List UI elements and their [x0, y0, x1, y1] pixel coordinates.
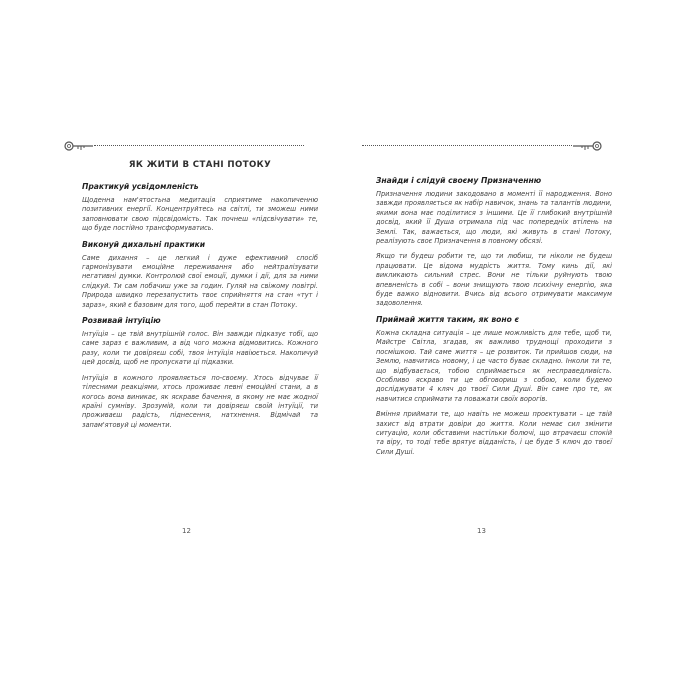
paragraph: Інтуїція – це твій внутрішній голос. Він завжди підказує тобі, що саме зараз є важливим, а від чого можна відмовитись. Кожного разу, коли ти довіряєш собі, твоя інтуїція навіюється. Накопичуй цей досвід, щоб не пропускати ці підказки. [82, 330, 318, 367]
paragraph: Призначення людини закодовано в моменті її народження. Воно завжди проявляється як набір навичок, знань та талантів людини, якими вона має поділитися з іншими. Це її глибокий внутрішній досвід, який її Душа отримала під час попередніх втілень на Землі. Так, важається, що люди, які живуть в стані Потоку, реалізують своє Призначення в повному обсязі. [376, 190, 612, 246]
left-page [82, 136, 318, 436]
page-number: 13 [477, 527, 486, 535]
section-heading: Практикуй усвідомленість [82, 182, 199, 191]
chapter-title: ЯК ЖИТИ В СТАНІ ПОТОКУ [128, 160, 272, 170]
paragraph: Кожна складна ситуація – це лише можливість для тебе, щоб ти, Майстре Світла, згадав, як важливо труднощі проходити з посмішкою. Тай саме життя – це розвиток. Ти прийшов сюди, на Землю, навчитись новому, і це часто буває складно. Інколи ти те, що відбувається, тобою сприймається як несправедливість. Особливо яскраво ти це обговориш з собою, коли будемо досліджувати 4 кляч до твоєї Сили Душі. Він саме про те, як навчитися сприймати та поважати своїх ворогів. [376, 328, 612, 403]
paragraph: Саме дихання – це легкий і дуже ефективний спосіб гармонізувати емоційне переживання або нейтралізувати негативні думки. Контролюй свої емоції, думки і дії, для за ними слідкуй. Ти сам побачиш уже за годин. Гуляй на свіжому повітрі. Природа швидко перезапустить твоє сприйняття на стан «тут і зараз», який є базовим для того, щоб перейти в стан Потоку. [82, 253, 318, 309]
paragraph: Інтуїція в кожного проявляється по-своєму. Хтось відчуває її тілесними реакціями, хтось проживає певні емоційні стани, а в когось вона виникає, як яскраве бачення, в якому не має жодної країні сумніву. Зрозумій, коли ти довіряєш своїй інтуїції, ти проживаєш радість, піднесення, натхнення. Відмічай та запам'ятовуй ці моменти. [82, 373, 318, 429]
section-heading: Виконуй дихальні практики [82, 239, 206, 249]
right-page [376, 136, 612, 463]
section-heading: Приймай життя таким, як воно є [376, 314, 519, 324]
paragraph: Щоденна нам'ятостьнa медитація сприятиме накопиченню позитивних енергії. Концентруйтесь на світлі, ти зможеш ними заповнювати свою підсвідомість. Так почнеш «підсвічувати» те, що буде постійно трансформуватись. [82, 196, 318, 233]
section-heading: Знайди і слідуй своєму Призначенню [376, 176, 542, 185]
paragraph: Якщо ти будеш робити те, що ти любиш, ти ніколи не будеш працювати. Це відома мудрість життя. Тому кинь дії, які викликають сильний стрес. Вони не тільки руйнують твою впевненість в собі – вони знищують твою психічну енергію, яка буде важко відновити. Вчись від всього отримувати максимум задоволення. [376, 252, 612, 308]
section-heading: Розвивай інтуїцію [82, 316, 161, 326]
page-number: 12 [182, 527, 191, 535]
paragraph: Вміння приймати те, що навіть не можеш проєктувати – це твій захист від втрати довіри до життя. Коли немає сил змінити ситуацію, коли обставини настільки болючі, що втрачаєш спокій та віру, то тоді тебе врятує відданість, і це буде 5 ключ до твоєї Сили Душі. [376, 410, 612, 456]
